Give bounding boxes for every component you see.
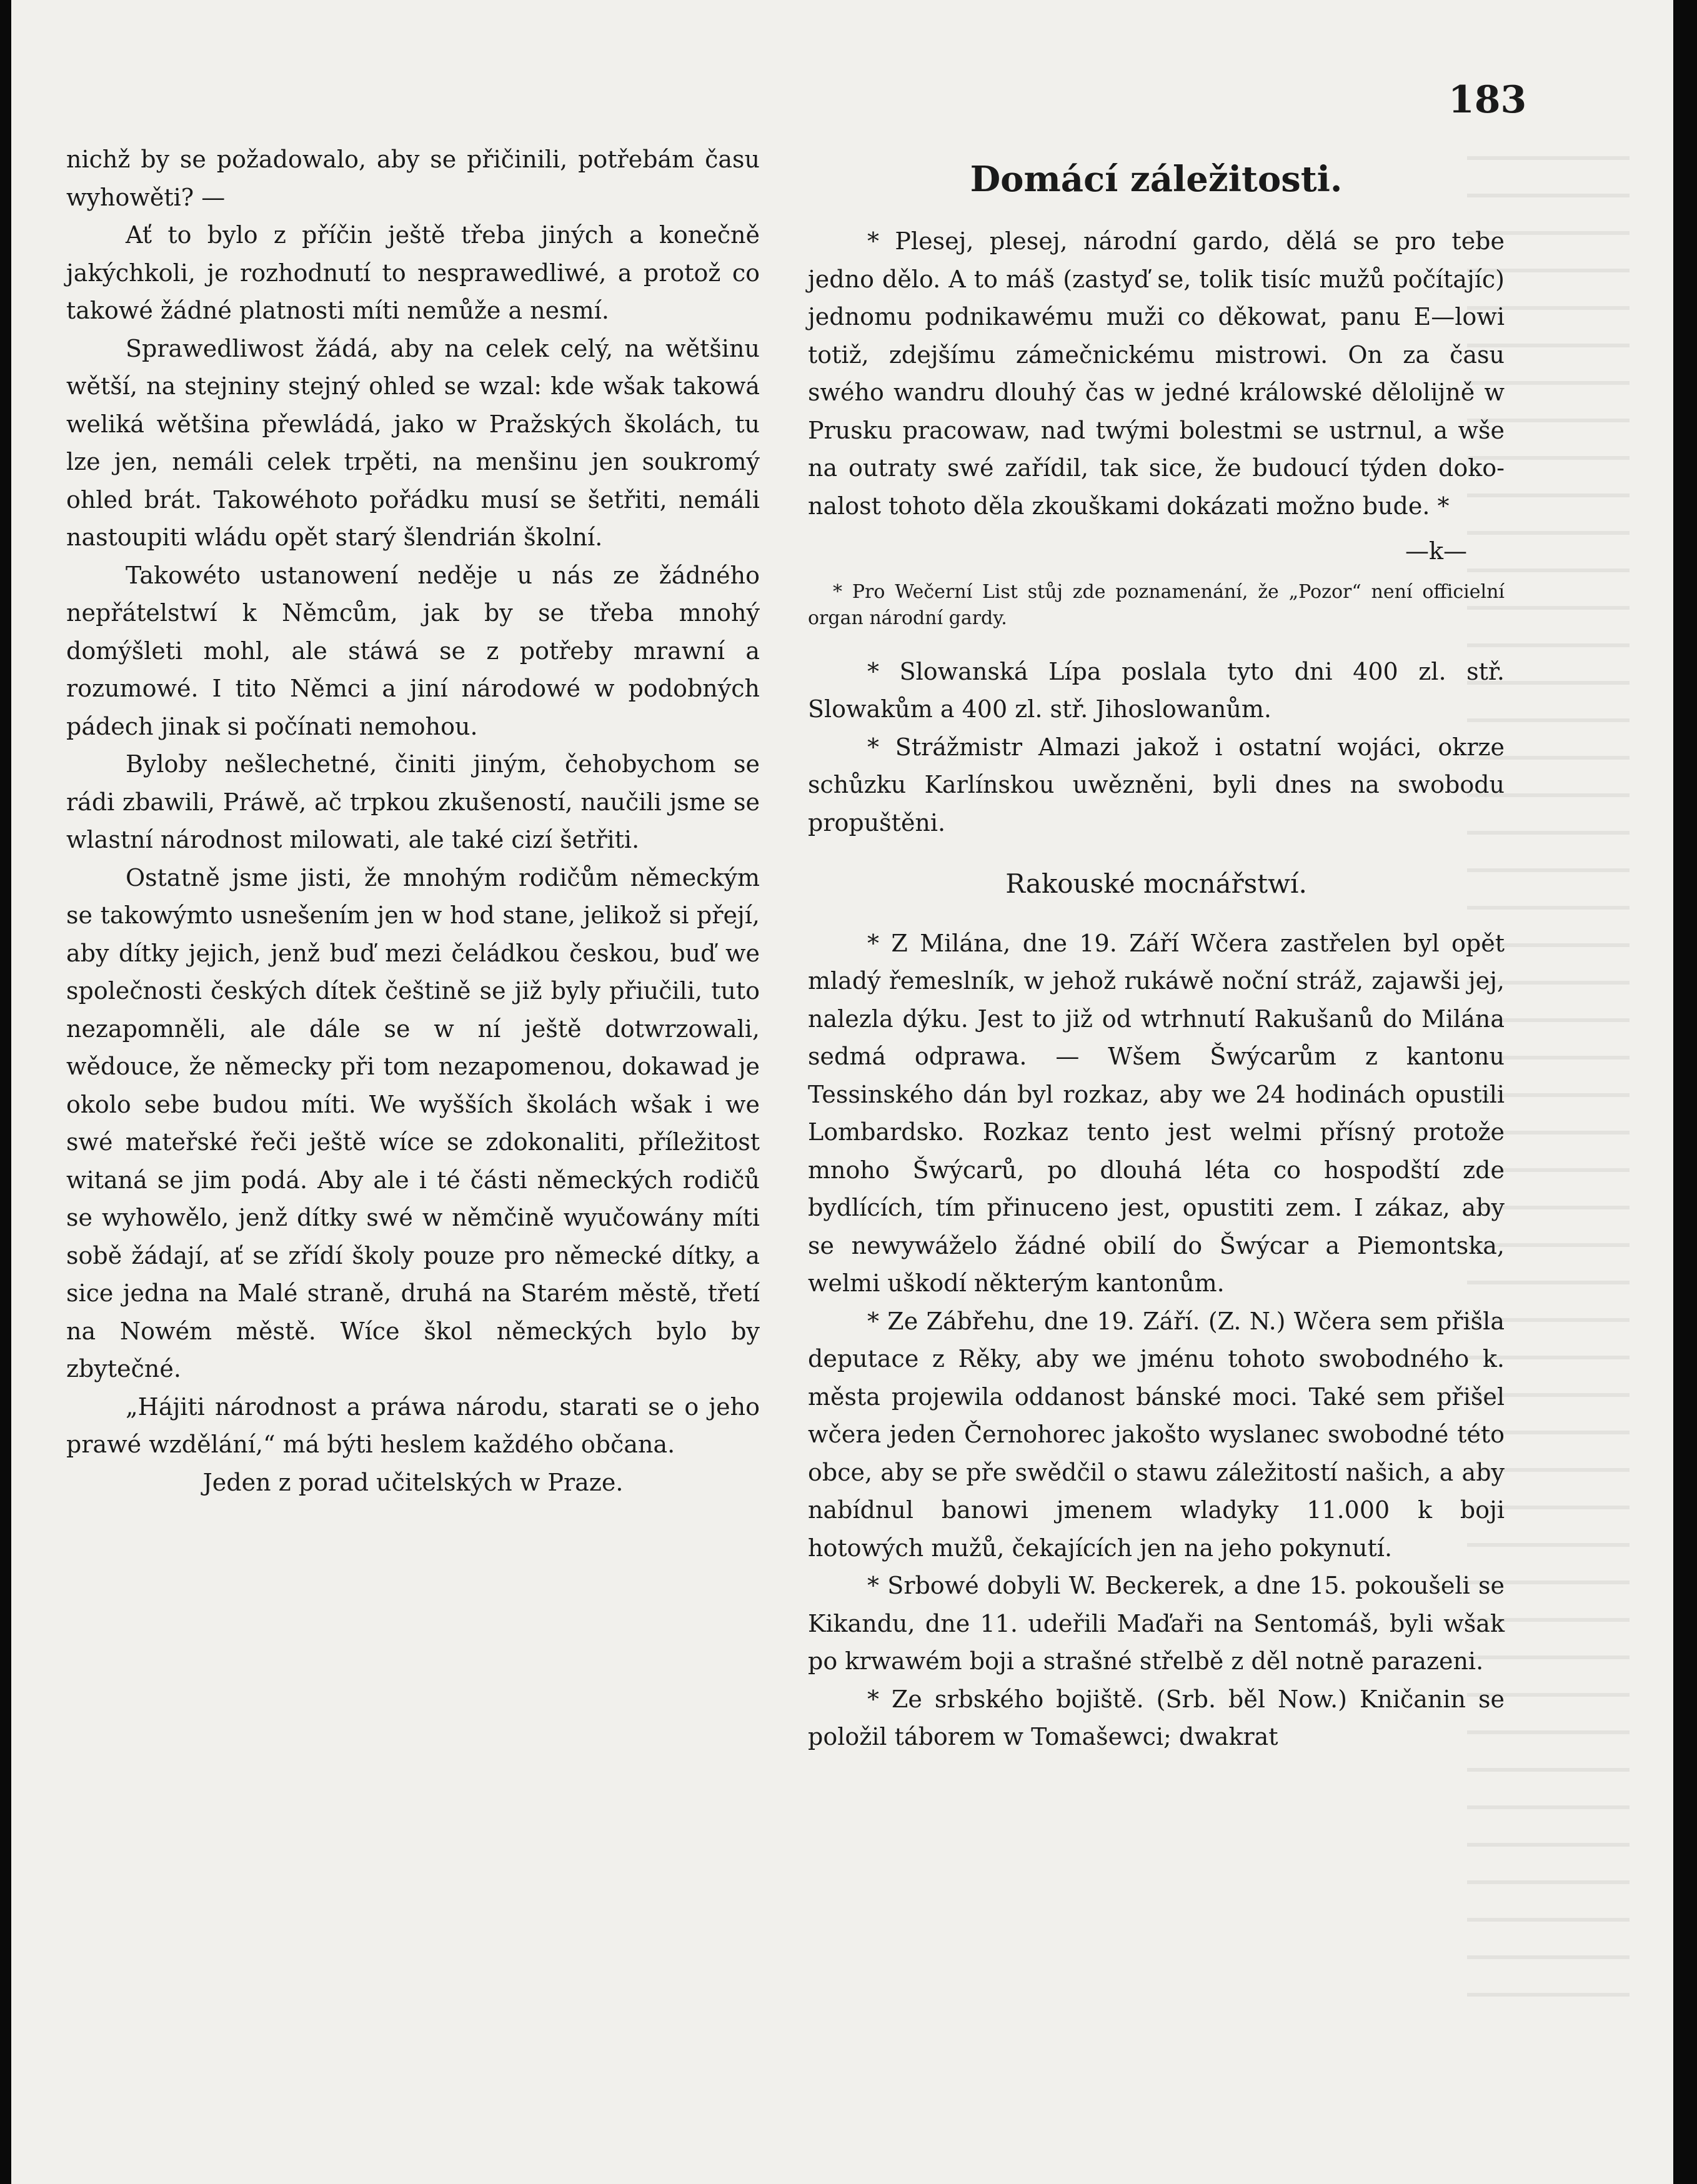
- page-number: 183: [1448, 78, 1527, 122]
- paragraph: Sprawedliwost žádá, aby na celek celý, na wětšinu wětší, na stejniny stejný ohled se wzal: kde wšak takowá weliká wětšina přewládá, jako w Pražských školách, tu lze jen, nemáli celek trpěti, na menšinu jen soukromý ohled brát. Takowéhoto pořádku musí se šetřiti, nemáli nastoupiti wládu opět starý šlendrián školní.: [66, 334, 760, 551]
- paragraph: „Hájiti národnost a práwa národu, starati se o jeho prawé wzdělání,“ má býti heslem každého občana.: [66, 1392, 760, 1458]
- footnote: * Pro Wečerní List stůj zde poznamenání, že „Pozor“ není officielní organ národní gardy.: [808, 580, 1505, 629]
- left-column: [66, 141, 760, 1501]
- paragraph: Byloby nešlechetné, činiti jiným, čehobychom se rádi zbawili, Práwě, ač trpkou zkušeností, naučili jsme se wlastní národnost milowati, ale také cizí šetřiti.: [66, 750, 760, 853]
- news-item: * Z Milána, dne 19. Září Wčera zastřelen byl opět mladý řemeslník, w jehož rukáwě noční stráž, zajawši jej, nalezla dýku. Jest to již od wtrhnutí Rakušanů do Milána sedmá odprawa. — Wšem Šwýcarům z kantonu Tessinského dán byl rozkaz, aby we 24 hodinách opustili Lombardsko. Rozkaz tento jest welmi přísný protože mnoho Šwýcarů, po dlouhá léta co hospodští zde bydlících, tím přinuceno jest, opustiti zem. I zákaz, aby se newywáželo žádné obilí do Šwýcar a Piemontska, welmi uškodí některým kantonům.: [808, 929, 1505, 1297]
- paragraph: Ať to bylo z příčin ještě třeba jiných a konečně jakýchkoli, je rozhodnutí to nesprawedliwé, a protož co takowé žádné platnosti míti nemůže a nesmí.: [66, 221, 760, 324]
- newspaper-page: [11, 0, 1673, 2184]
- news-item: * Slowanská Lípa poslala tyto dni 400 zl. stř. Slowakům a 400 zl. stř. Jihoslowanům.: [808, 657, 1505, 723]
- section-title: Domácí záležitosti.: [970, 159, 1343, 200]
- paragraph: * Plesej, plesej, národní gardo, dělá se pro tebe jedno dělo. A to máš (zastyď se, tolik tisíc mužů počítajíc) jednomu podnikawému muži co děkowat, panu E—lowi totiž, zdejšímu zámečnickému mistrowi. On za času swého wandru dlouhý čas w jedné králowské dělolijně w Prusku pracowaw, nad twými bolestmi se ustrnul, a wše na outraty swé zařídil, tak sice, že budoucí týden dokonalost tohoto děla zkouškami dokázati možno bude. *: [808, 227, 1505, 520]
- subsection-title: Rakouské mocnářstwí.: [1005, 868, 1307, 899]
- news-item: * Ze srbského bojiště. (Srb. běl Now.) Kničanin se položil táborem w Tomašewci; dwakrat: [808, 1685, 1505, 1750]
- paragraph: Takowéto ustanowení neděje u nás ze žádného nepřátelstwí k Němcům, jak by se třeba mnohý domýšleti mohl, ale stáwá se z potřeby mrawní a rozumowé. I tito Němci a jiní národowé w podobných pádech jinak si počínati nemohou.: [66, 561, 760, 740]
- author-initials: —k—: [1405, 537, 1467, 565]
- paragraph: nichž by se požadowalo, aby se přičinili, potřebám času wyhowěti? —: [66, 146, 760, 211]
- news-item: * Strážmistr Almazi jakož i ostatní wojáci, okrze schůzku Karlínskou uwězněni, byli dnes na swobodu propuštěni.: [808, 733, 1505, 836]
- article-signature: Jeden z porad učitelských w Praze.: [202, 1468, 624, 1496]
- paragraph: Ostatně jsme jisti, že mnohým rodičům německým se takowýmto usnešením jen w hod stane, jelikož si přejí, aby dítky jejich, jenž buď mezi čeládkou českou, buď we společnosti českých dítek češtině se již byly přiučili, tuto nezapomněli, ale dále se w ní ještě dotwrzowali, wědouce, že německy při tom nezapomenou, dokawad je okolo sebe budou míti. We wyšších školách wšak i we swé mateřské řeči ještě wíce se zdokonaliti, příležitost witaná se jim podá. Aby ale i té části německých rodičů se wyhowělo, jenž dítky swé w němčině wyučowány míti sobě žádají, ať se zřídí školy pouze pro německé dítky, a sice jedna na Malé straně, druhá na Starém městě, třetí na Nowém městě. Wíce škol německých bylo by zbytečné.: [66, 863, 760, 1382]
- news-item: * Srbowé dobyli W. Beckerek, a dne 15. pokoušeli se Kikandu, dne 11. udeřili Maďaři na Sentomáš, byli wšak po krwawém boji a strašné střelbě z děl notně parazeni.: [808, 1572, 1505, 1675]
- right-column: [808, 145, 1505, 1756]
- news-item: * Ze Zábřehu, dne 19. Září. (Z. N.) Wčera sem přišla deputace z Rěky, aby we jménu tohoto swobodného k. města projewila oddanost bánské moci. Také sem přišel wčera jeden Černohorec jakošto wyslanec swobodné této obce, aby se pře swědčil o stawu záležitostí našich, a aby nabídnul banowi jmenem wladyky 11.000 k boji hotowých mužů, čekajících jen na jeho pokynutí.: [808, 1307, 1505, 1562]
